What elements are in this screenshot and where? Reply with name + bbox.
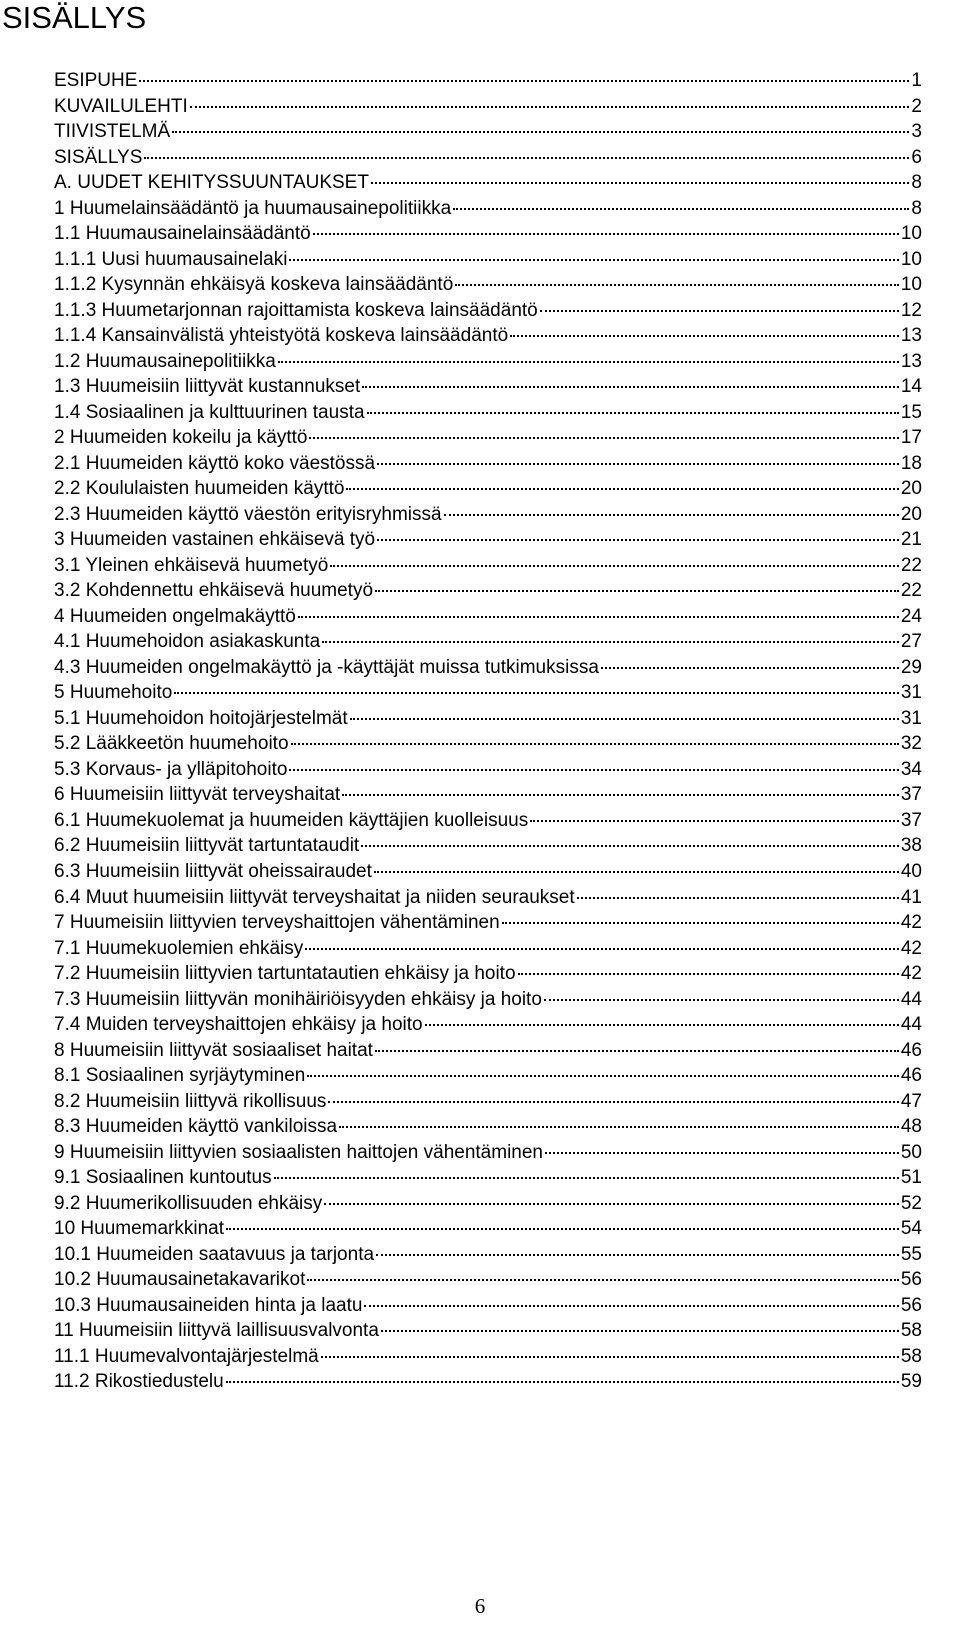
toc-entry-page: 31 [900, 707, 922, 729]
toc-entry[interactable] [54, 861, 922, 887]
toc-entry-title: 3.1 Yleinen ehkäisevä huumetyö [54, 554, 329, 576]
dot-leader [274, 1176, 899, 1179]
toc-entry-page: 1 [911, 70, 922, 91]
toc-entry[interactable] [54, 478, 922, 504]
toc-entry-title: 11.2 Rikostiedustelu [54, 1371, 224, 1393]
toc-entry[interactable] [54, 249, 922, 275]
toc-entry[interactable] [54, 1142, 922, 1168]
toc-entry-page: 44 [900, 988, 922, 1010]
toc-entry-page: 13 [900, 325, 922, 347]
toc-entry-page: 13 [900, 350, 922, 372]
dot-leader [545, 1151, 899, 1154]
toc-entry-title: 10 Huumemarkkinat [54, 1218, 225, 1240]
toc-entry-title: 1.1.2 Kysynnän ehkäisyä koskeva lainsäädäntö [54, 274, 454, 296]
toc-entry-title: 6 Huumeisiin liittyvät terveyshaitat [54, 784, 341, 806]
toc-entry-page: 52 [900, 1192, 922, 1214]
dot-leader [330, 564, 899, 567]
toc-entry-title: 5 Huumehoito [54, 682, 173, 704]
toc-entry-page: 14 [900, 376, 922, 398]
toc-entry[interactable] [54, 1116, 922, 1142]
toc-entry-page: 8 [911, 197, 922, 219]
toc-entry-page: 40 [900, 860, 922, 882]
toc-entry-title: 1.3 Huumeisiin liittyvät kustannukset [54, 376, 361, 398]
toc-entry-page: 42 [900, 963, 922, 985]
toc-entry-page: 3 [911, 121, 922, 143]
toc-entry-page: 56 [900, 1269, 922, 1291]
toc-entry-page: 48 [900, 1116, 922, 1138]
dot-leader [291, 742, 899, 745]
toc-entry-page: 32 [900, 733, 922, 755]
toc-entry-title: 4.3 Huumeiden ongelmakäyttö ja -käyttäjät muissa tutkimuksissa [54, 656, 599, 678]
toc-entry-title: 2.3 Huumeiden käyttö väestön erityisryhmissä [54, 503, 442, 525]
toc-entry[interactable] [54, 70, 922, 96]
toc-entry-page: 6 [911, 146, 922, 168]
table-of-contents [54, 70, 922, 1397]
toc-entry-title: 6.2 Huumeisiin liittyvät tartuntataudit [54, 835, 360, 857]
toc-entry-page: 37 [900, 784, 922, 806]
toc-entry-title: 2.2 Koululaisten huumeiden käyttö [54, 478, 345, 500]
toc-entry[interactable] [54, 402, 922, 428]
dot-leader [444, 513, 899, 516]
dot-leader [425, 1023, 899, 1026]
toc-entry[interactable] [54, 1040, 922, 1066]
toc-entry-title: 7.2 Huumeisiin liittyvien tartuntatautien ehkäisy ja hoito [54, 963, 516, 985]
toc-entry-page: 27 [900, 631, 922, 653]
toc-entry[interactable] [54, 147, 922, 173]
toc-entry-page: 34 [900, 758, 922, 780]
toc-entry[interactable] [54, 325, 922, 351]
toc-entry-page: 22 [900, 580, 922, 602]
toc-entry-page: 55 [900, 1243, 922, 1265]
toc-entry-title: 9.1 Sosiaalinen kuntoutus [54, 1167, 272, 1189]
toc-entry[interactable] [54, 682, 922, 708]
toc-entry-page: 46 [900, 1039, 922, 1061]
toc-entry-title: ESIPUHE [54, 70, 138, 91]
toc-entry-page: 47 [900, 1090, 922, 1112]
dot-leader [342, 793, 899, 796]
page-number: 6 [474, 1594, 486, 1618]
toc-entry-page: 20 [900, 503, 922, 525]
toc-entry-page: 12 [900, 299, 922, 321]
dot-leader [362, 385, 899, 388]
toc-entry[interactable] [54, 912, 922, 938]
toc-entry-page: 8 [911, 172, 922, 194]
dot-leader [307, 1074, 899, 1077]
dot-leader [502, 921, 899, 924]
dot-leader [364, 1304, 898, 1307]
dot-leader [510, 334, 899, 337]
toc-entry-page: 42 [900, 912, 922, 934]
toc-entry-page: 21 [900, 529, 922, 551]
dot-leader [374, 870, 899, 873]
dot-leader [377, 538, 899, 541]
toc-entry-title: 1.1.4 Kansainvälistä yhteistyötä koskeva lainsäädäntö [54, 325, 509, 347]
toc-entry-page: 41 [900, 886, 922, 908]
toc-entry[interactable] [54, 887, 922, 913]
toc-entry[interactable] [54, 300, 922, 326]
toc-entry[interactable] [54, 96, 922, 122]
toc-entry-title: 7.4 Muiden terveyshaittojen ehkäisy ja hoito [54, 1014, 423, 1036]
toc-entry[interactable] [54, 708, 922, 734]
dot-leader [328, 1100, 898, 1103]
dot-leader [144, 156, 909, 159]
toc-entry-title: 3 Huumeiden vastainen ehkäisevä työ [54, 529, 376, 551]
toc-entry-page: 51 [900, 1167, 922, 1189]
toc-entry-title: 6.3 Huumeisiin liittyvät oheissairaudet [54, 860, 372, 882]
toc-entry-page: 50 [900, 1141, 922, 1163]
toc-entry[interactable] [54, 1320, 922, 1346]
toc-entry-page: 59 [900, 1371, 922, 1393]
dot-leader [307, 1278, 898, 1281]
dot-leader [289, 258, 898, 261]
toc-entry-page: 10 [900, 274, 922, 296]
toc-entry[interactable] [54, 1014, 922, 1040]
toc-entry-title: 1.2 Huumausainepolitiikka [54, 350, 276, 372]
toc-entry-page: 2 [911, 95, 922, 117]
toc-entry-page: 18 [900, 452, 922, 474]
dot-leader [367, 411, 899, 414]
toc-entry[interactable] [54, 1167, 922, 1193]
dot-leader [305, 947, 899, 950]
toc-entry-title: 4.1 Huumehoidon asiakaskunta [54, 631, 321, 653]
dot-leader [375, 1049, 899, 1052]
toc-entry-title: 5.2 Lääkkeetön huumehoito [54, 733, 289, 755]
dot-leader [530, 819, 899, 822]
dot-leader [381, 1329, 899, 1332]
toc-entry[interactable] [54, 580, 922, 606]
toc-entry-title: 10.2 Huumausainetakavarikot [54, 1269, 306, 1291]
toc-entry[interactable] [54, 1218, 922, 1244]
toc-entry-title: 1 Huumelainsäädäntö ja huumausainepolitiikka [54, 197, 452, 219]
toc-entry-title: 3.2 Kohdennettu ehkäisevä huumetyö [54, 580, 374, 602]
toc-entry-page: 38 [900, 835, 922, 857]
toc-entry[interactable] [54, 938, 922, 964]
toc-entry-page: 58 [900, 1345, 922, 1367]
dot-leader [601, 666, 899, 669]
dot-leader [298, 615, 899, 618]
toc-entry-page: 46 [900, 1065, 922, 1087]
toc-entry-title: 8 Huumeisiin liittyvät sosiaaliset haitat [54, 1039, 373, 1061]
toc-entry[interactable] [54, 759, 922, 785]
dot-leader [453, 207, 909, 210]
toc-entry-title: TIIVISTELMÄ [54, 121, 171, 143]
toc-entry-page: 10 [900, 223, 922, 245]
toc-entry[interactable] [54, 784, 922, 810]
dot-leader [371, 181, 909, 184]
dot-leader [346, 487, 898, 490]
toc-entry[interactable] [54, 555, 922, 581]
toc-entry[interactable] [54, 989, 922, 1015]
toc-entry-title: 1.1.3 Huumetarjonnan rajoittamista koskeva lainsäädäntö [54, 299, 538, 321]
dot-leader [377, 462, 899, 465]
toc-entry-title: 10.3 Huumausaineiden hinta ja laatu [54, 1294, 363, 1316]
dot-leader [226, 1227, 899, 1230]
dot-leader [339, 1125, 899, 1128]
toc-entry[interactable] [54, 835, 922, 861]
toc-entry[interactable] [54, 1065, 922, 1091]
toc-entry-title: 8.1 Sosiaalinen syrjäytyminen [54, 1065, 306, 1087]
dot-leader [226, 1380, 899, 1383]
toc-entry[interactable] [54, 1244, 922, 1270]
toc-entry-page: 24 [900, 605, 922, 627]
toc-entry-page: 10 [900, 248, 922, 270]
toc-entry-page: 17 [900, 427, 922, 449]
dot-leader [518, 972, 899, 975]
toc-entry-title: A. UUDET KEHITYSSUUNTAUKSET [54, 172, 369, 194]
toc-entry-page: 15 [900, 401, 922, 423]
dot-leader [455, 283, 899, 286]
dot-leader [361, 844, 899, 847]
toc-entry-page: 20 [900, 478, 922, 500]
toc-entry-page: 22 [900, 554, 922, 576]
toc-entry-title: 10.1 Huumeiden saatavuus ja tarjonta [54, 1243, 375, 1265]
toc-entry-page: 44 [900, 1014, 922, 1036]
dot-leader [540, 309, 899, 312]
dot-leader [313, 232, 899, 235]
dot-leader [278, 360, 899, 363]
toc-entry[interactable] [54, 733, 922, 759]
toc-entry-title: 6.1 Huumekuolemat ja huumeiden käyttäjien kuolleisuus [54, 809, 529, 831]
toc-entry-page: 42 [900, 937, 922, 959]
dot-leader [376, 1253, 899, 1256]
dot-leader [289, 768, 898, 771]
toc-entry[interactable] [54, 606, 922, 632]
dot-leader [322, 640, 899, 643]
dot-leader [139, 79, 909, 82]
toc-entry-title: 11.1 Huumevalvontajärjestelmä [54, 1345, 319, 1367]
toc-entry[interactable] [54, 1346, 922, 1372]
toc-entry-page: 31 [900, 682, 922, 704]
dot-leader [350, 717, 899, 720]
toc-entry[interactable] [54, 198, 922, 224]
dot-leader [577, 896, 899, 899]
toc-entry-title: 2.1 Huumeiden käyttö koko väestössä [54, 452, 376, 474]
toc-entry-title: 9 Huumeisiin liittyvien sosiaalisten haittojen vähentäminen [54, 1141, 543, 1163]
dot-leader [309, 436, 898, 439]
toc-entry-page: 37 [900, 809, 922, 831]
toc-entry[interactable] [54, 963, 922, 989]
toc-entry[interactable] [54, 172, 922, 198]
toc-entry-title: 7.3 Huumeisiin liittyvän monihäiriöisyyden ehkäisy ja hoito [54, 988, 542, 1010]
dot-leader [174, 691, 899, 694]
toc-entry[interactable] [54, 810, 922, 836]
toc-entry-title: 2 Huumeiden kokeilu ja käyttö [54, 427, 308, 449]
toc-entry-page: 56 [900, 1294, 922, 1316]
toc-entry-title: 5.3 Korvaus- ja ylläpitohoito [54, 758, 288, 780]
toc-entry[interactable] [54, 376, 922, 402]
toc-entry-title: 4 Huumeiden ongelmakäyttö [54, 605, 296, 627]
toc-entry[interactable] [54, 631, 922, 657]
toc-entry-title: 1.1 Huumausainelainsäädäntö [54, 223, 311, 245]
toc-entry[interactable] [54, 504, 922, 530]
dot-leader [172, 130, 909, 133]
toc-entry[interactable] [54, 274, 922, 300]
toc-entry-page: 54 [900, 1218, 922, 1240]
toc-entry-page: 29 [900, 656, 922, 678]
dot-leader [324, 1202, 899, 1205]
toc-entry[interactable] [54, 453, 922, 479]
page-title: SISÄLLYS [2, 0, 147, 35]
toc-entry-title: 1.1.1 Uusi huumausainelaki [54, 248, 288, 270]
toc-entry[interactable] [54, 529, 922, 555]
toc-entry-title: 8.2 Huumeisiin liittyvä rikollisuus [54, 1090, 327, 1112]
toc-entry-title: 1.4 Sosiaalinen ja kulttuurinen tausta [54, 401, 365, 423]
toc-entry[interactable] [54, 351, 922, 377]
toc-entry-title: 7.1 Huumekuolemien ehkäisy [54, 937, 304, 959]
toc-entry-title: SISÄLLYS [54, 146, 143, 168]
toc-entry-title: 5.1 Huumehoidon hoitojärjestelmät [54, 707, 348, 729]
dot-leader [190, 105, 910, 108]
toc-entry[interactable] [54, 427, 922, 453]
toc-entry[interactable] [54, 1091, 922, 1117]
toc-entry-title: 8.3 Huumeiden käyttö vankiloissa [54, 1116, 338, 1138]
toc-entry[interactable] [54, 121, 922, 147]
toc-entry[interactable] [54, 1371, 922, 1397]
dot-leader [375, 589, 899, 592]
toc-entry-title: KUVAILULEHTI [54, 95, 188, 117]
toc-entry-title: 9.2 Huumerikollisuuden ehkäisy [54, 1192, 323, 1214]
toc-entry-title: 11 Huumeisiin liittyvä laillisuusvalvonta [54, 1320, 379, 1342]
dot-leader [321, 1355, 899, 1358]
toc-entry[interactable] [54, 1295, 922, 1321]
toc-entry[interactable] [54, 223, 922, 249]
dot-leader [544, 998, 899, 1001]
toc-entry-title: 7 Huumeisiin liittyvien terveyshaittojen vähentäminen [54, 912, 500, 934]
toc-entry-title: 6.4 Muut huumeisiin liittyvät terveyshaitat ja niiden seuraukset [54, 886, 575, 908]
toc-entry[interactable] [54, 1193, 922, 1219]
toc-entry[interactable] [54, 657, 922, 683]
toc-entry-page: 58 [900, 1320, 922, 1342]
toc-entry[interactable] [54, 1269, 922, 1295]
